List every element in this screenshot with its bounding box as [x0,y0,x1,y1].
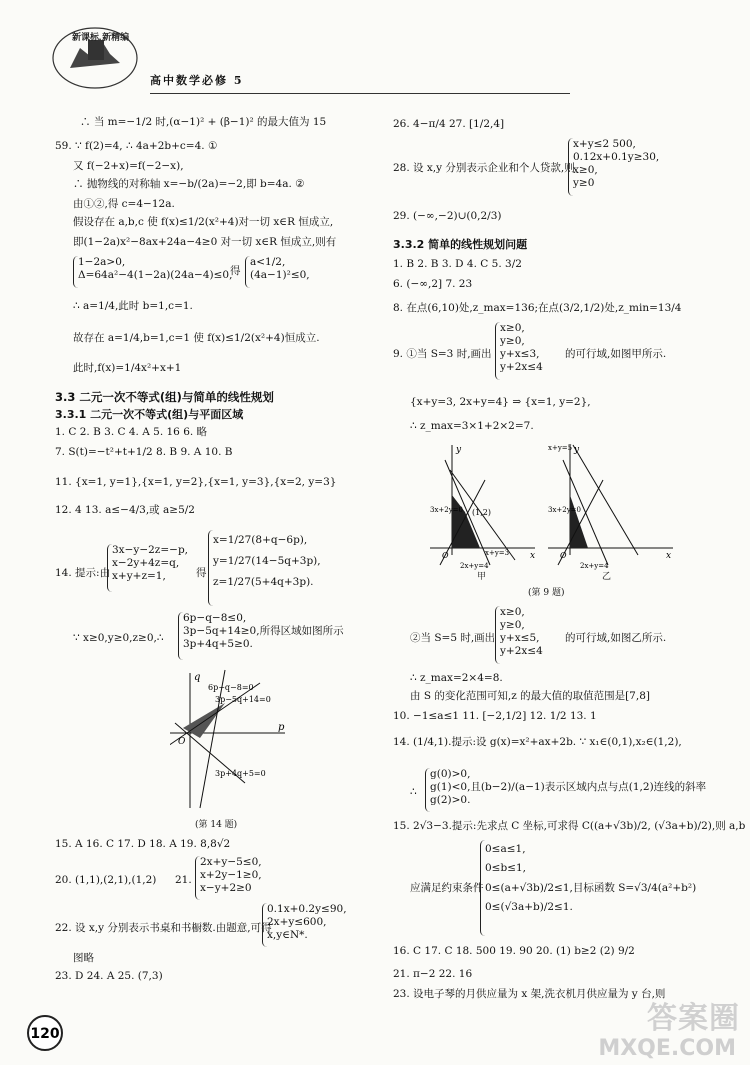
answer-line: 15. 2√3−3.提示:先求点 C 坐标,可求得 C((a+√3b)/2, (√3a+b)/2),则 a,b [393,820,746,832]
equation-system [568,138,659,196]
subsection-heading: 3.3.2 简单的线性规划问题 [393,238,528,251]
svg-text:3p−5q+14=0: 3p−5q+14=0 [215,695,271,704]
svg-text:120: 120 [30,1026,60,1042]
equation: g(2)>0. [430,794,471,807]
equation: x+y≤2 500, [573,138,636,150]
equation: x≥0, [500,606,525,618]
text-line: ∴ a=1/4,此时 b=1,c=1. [73,300,193,312]
text-line: 59. ∵ f(2)=4, ∴ 4a+2b+c=4. ① [55,140,218,152]
equation: g(0)>0, [430,768,471,780]
answer-line: 23. 设电子琴的月供应量为 x 架,洗衣机月供应量为 y 台,则 [393,988,666,1000]
equation: x≥0, [500,322,525,334]
text-line: ∴ 当 m=−1/2 时,(α−1)² + (β−1)² 的最大值为 15 [80,116,327,128]
answer-line: 20. (1,1),(2,1),(1,2) [55,874,157,886]
text-line: 的可行域,如图乙所示. [565,632,667,644]
equation: z=1/27(5+4q+3p). [213,576,314,588]
figure-9a-diagram [430,440,540,570]
answer-line: 7. S(t)=−t²+t+1/2 8. B 9. A 10. B [55,446,233,458]
figure-9b-diagram [548,440,678,570]
figure-caption: 乙 [602,572,612,582]
answer-line: 21. π−2 22. 16 [393,968,473,980]
text-line: 又 f(−2+x)=f(−2−x), [73,160,184,172]
equation: a<1/2, [250,256,286,268]
svg-text:q: q [194,672,201,683]
text-line: 由 S 的变化范围可知,z 的最大值的取值范围是[7,8] [410,690,650,702]
svg-text:3x+2y=0: 3x+2y=0 [430,506,463,514]
answer-line: 23. D 24. A 25. (7,3) [55,970,163,982]
svg-text:3x+2y=0: 3x+2y=0 [548,506,581,514]
equation-system [495,322,543,380]
text-line: ∴ [410,786,417,798]
equation: 3x−y−2z=−p, [112,544,188,556]
figure-caption: (第 14 题) [195,820,238,830]
equation: y+2x≤4 [500,361,543,374]
equation: 0.12x+0.1y≥30, [573,151,660,164]
equation-system [495,606,543,664]
text-line: ∴ z_max=2×4=8. [410,672,503,684]
answer-line: 21. [175,874,192,886]
watermark: 答案圈 [647,1001,740,1036]
equation: x−y+2≥0 [200,882,252,895]
svg-text:新课标 新精编: 新课标 新精编 [72,33,130,43]
equation: 3p−5q+14≥0,所得区域如图所示 [183,625,344,638]
answer-line: 12. 4 13. a≤−4/3,或 a≥5/2 [55,504,195,516]
text-line: ②当 S=5 时,画出 [410,632,496,644]
equation: Δ=64a²−4(1−2a)(24a−4)≤0, [78,269,233,282]
answer-line: 10. −1≤a≤1 11. [−2,1/2] 12. 1/2 13. 1 [393,710,597,722]
equation-system [107,544,188,592]
equation: 1−2a>0, [78,256,126,268]
text-line: ∴ 抛物线的对称轴 x=−b/(2a)=−2,即 b=4a. ② [73,178,305,190]
answer-line: 28. 设 x,y 分别表示企业和个人贷款,则 [393,162,575,174]
text-line: 应满足约束条件 [410,882,484,894]
book-title: 高中数学必修 5 [150,74,244,87]
equation: 0≤(√3a+b)/2≤1. [485,901,573,914]
equation-system [245,256,310,288]
text-line: 图略 [73,952,94,964]
answer-line: 11. {x=1, y=1},{x=1, y=2},{x=1, y=3},{x=2, y=3} [55,476,337,488]
equation: y≥0, [500,335,525,348]
answer-line: 26. 4−π/4 27. [1/2,4] [393,118,505,130]
equation-system [208,530,321,606]
subsection-heading: 3.3.1 二元一次不等式(组)与平面区域 [55,408,244,421]
text-line: 故存在 a=1/4,b=1,c=1 使 f(x)≤1/2(x²+4)恒成立. [73,332,320,344]
section-heading: 3.3 二元一次不等式(组)与简单的线性规划 [55,390,274,404]
equation: g(1)<0,且(b−2)/(a−1)表示区域内点与点(1,2)连线的斜率 [430,781,707,794]
equation: y+x≤3, [500,348,540,361]
svg-text:O: O [178,737,186,747]
text-line: 此时,f(x)=1/4x²+x+1 [73,362,182,374]
svg-text:x: x [530,551,536,561]
answer-line: 1. B 2. B 3. D 4. C 5. 3/2 [393,258,522,270]
answer-line: 29. (−∞,−2)∪(0,2/3) [393,210,502,222]
equation: y≥0, [500,619,525,632]
equation: x+y+z=1, [112,570,166,583]
equation-system [262,903,347,947]
equation: x+2y−1≥0, [200,869,262,882]
figure-caption: (第 9 题) [528,588,565,598]
series-logo-icon [40,18,140,98]
svg-text:3p+4q+5=0: 3p+4q+5=0 [215,769,266,778]
svg-text:2x+y=4: 2x+y=4 [460,562,489,570]
text-line: 假设存在 a,b,c 使 f(x)≤1/2(x²+4)对一切 x∈R 恒成立, [73,216,334,228]
header-rule [150,93,570,94]
equation: x≥0, [573,164,598,177]
equation: 0≤b≤1, [485,862,527,875]
svg-text:y: y [456,445,462,455]
equation: 0≤a≤1, [485,843,526,855]
svg-text:y: y [574,445,580,455]
text-line: {x+y=3, 2x+y=4} ⇒ {x=1, y=2}, [410,396,591,408]
equation: x−2y+4z=q, [112,557,180,570]
equation: y≥0 [573,177,595,190]
answer-line: 22. 设 x,y 分别表示书桌和书橱数.由题意,可得 [55,922,272,934]
equation-system [480,840,696,936]
answer-line: 14. (1/4,1).提示:设 g(x)=x²+ax+2b. ∵ x₁∈(0,1),x₂∈(1,2), [393,736,682,748]
equation: 2x+y−5≤0, [200,856,262,868]
equation-system [425,768,706,812]
answer-line: 1. C 2. B 3. C 4. A 5. 16 6. 略 [55,426,208,438]
figure-caption: 甲 [477,572,487,582]
equation-system [178,612,344,660]
text-line: 14. 提示:由 [55,567,111,579]
answer-line: 6. (−∞,2] 7. 23 [393,278,473,290]
equation: 6p−q−8≤0, [183,612,247,624]
answer-line: 16. C 17. C 18. 500 19. 90 20. (1) b≥2 (2) 9/2 [393,945,635,957]
svg-text:2x+y=4: 2x+y=4 [580,562,609,570]
svg-text:x+y=5: x+y=5 [548,444,573,452]
equation-system [195,856,262,900]
text-line: ∵ x≥0,y≥0,z≥0,∴ [73,632,164,644]
svg-text:O: O [560,551,567,560]
equation: 0≤(a+√3b)/2≤1,目标函数 S=√3/4(a²+b²) [485,881,697,894]
answer-line: 15. A 16. C 17. D 18. A 19. 8,8√2 [55,838,231,850]
equation: (4a−1)²≤0, [250,269,310,282]
equation: 0.1x+0.2y≤90, [267,903,347,915]
equation-system [73,256,232,288]
text-line: 即(1−2a)x²−8ax+24a−4≥0 对一切 x∈R 恒成立,则有 [73,236,337,248]
equation: y+x≤5, [500,632,540,645]
equation: x,y∈N*. [267,929,308,942]
answer-line: 8. 在点(6,10)处,z_max=136;在点(3/2,1/2)处,z_min=13/4 [393,302,682,314]
svg-text:O: O [442,551,449,560]
text-line: 由①②,得 c=4−12a. [73,198,175,210]
equation: y+2x≤4 [500,645,543,658]
svg-text:x: x [666,551,672,561]
figure-14-diagram [170,668,290,818]
page-number-badge [15,1005,75,1055]
equation: 2x+y≤600, [267,916,327,929]
text-line: 得 [196,567,207,579]
svg-text:(1,2): (1,2) [472,508,491,517]
equation: 3p+4q+5≥0. [183,638,253,651]
page-number-badge-icon [15,1005,75,1055]
svg-text:6p−q−8=0: 6p−q−8=0 [208,683,254,692]
equation: x=1/27(8+q−6p), [213,534,308,546]
text-line: 得 [230,265,241,277]
answer-line: 9. ①当 S=3 时,画出 [393,348,492,360]
text-line: ∴ z_max=3×1+2×2=7. [410,420,534,432]
text-line: 的可行域,如图甲所示. [565,348,667,360]
svg-text:x+y=3: x+y=3 [485,549,510,557]
equation: y=1/27(14−5q+3p), [213,555,321,567]
watermark-url: MXQE.COM [598,1036,736,1061]
svg-text:p: p [278,722,285,733]
